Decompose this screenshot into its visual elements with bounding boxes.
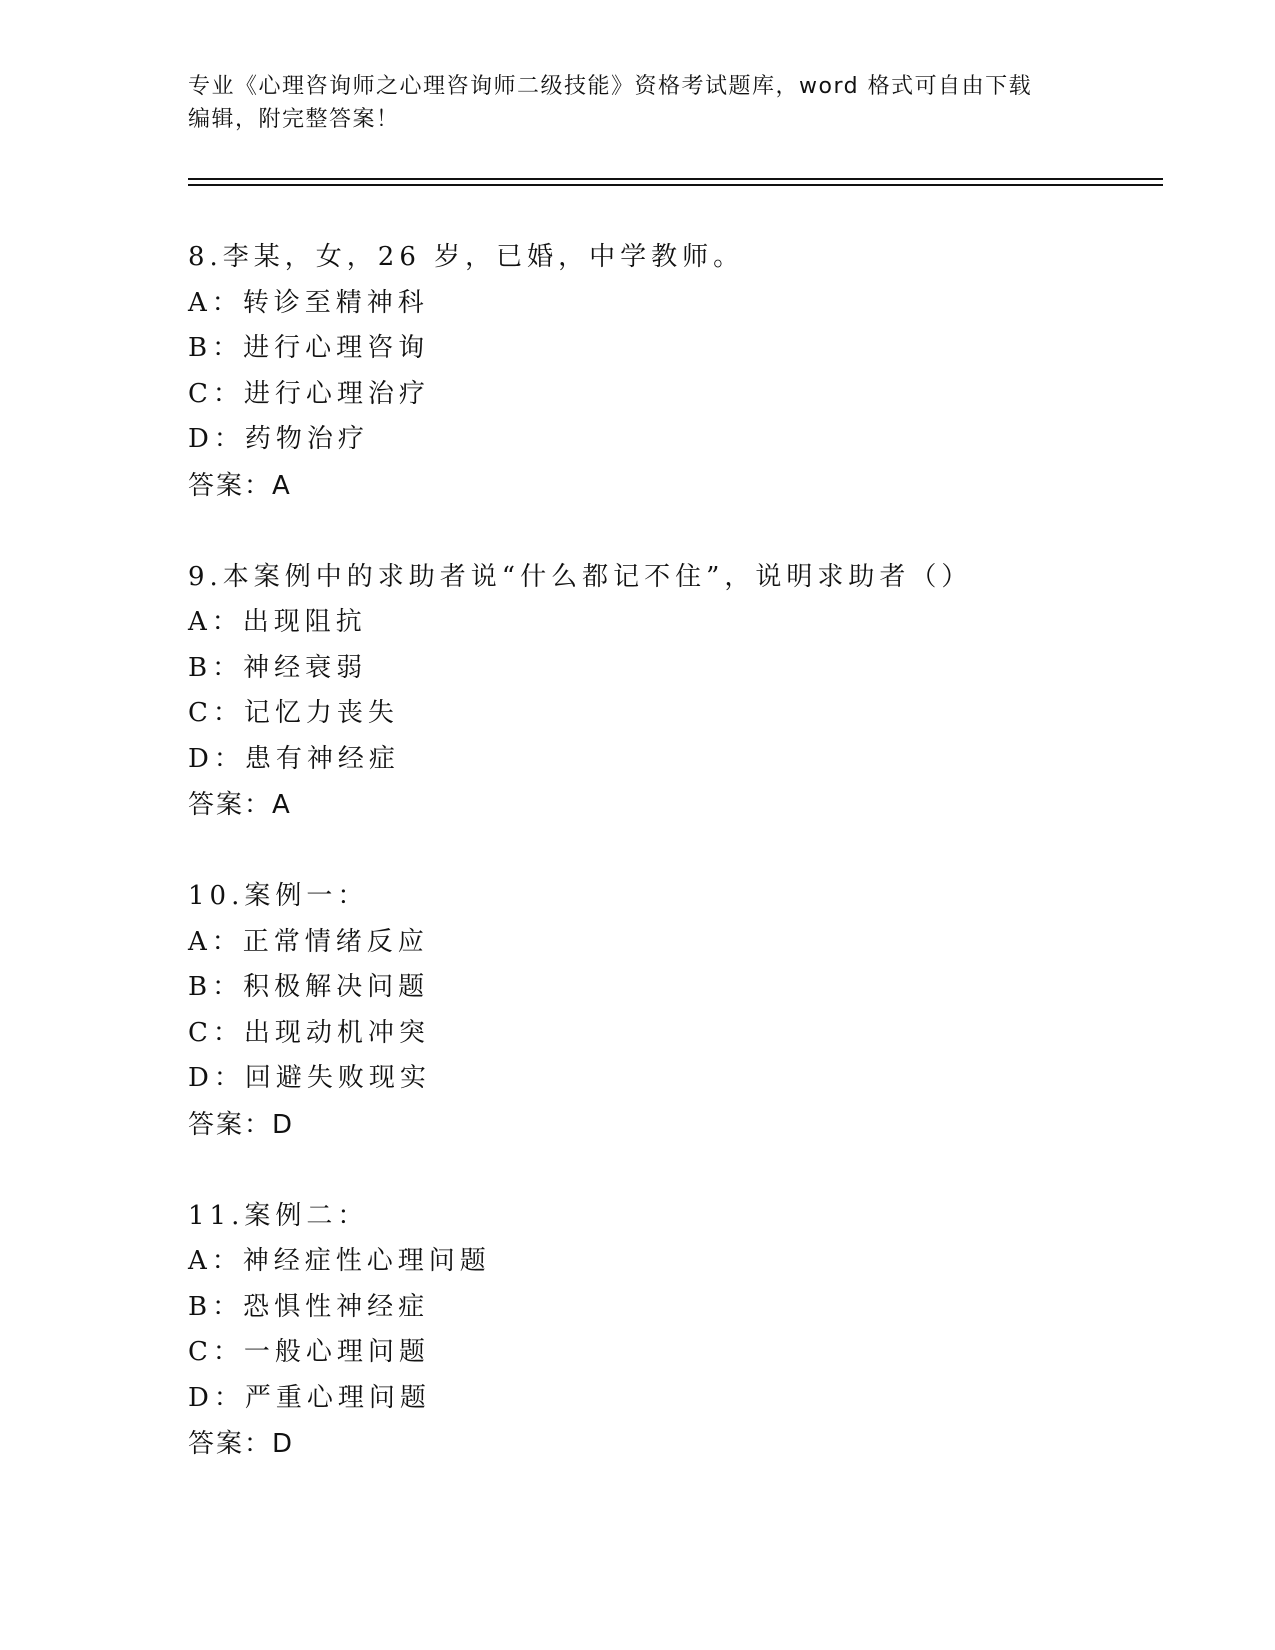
option-b: B：进行心理咨询	[188, 333, 430, 363]
answer-line: 答案：A	[188, 790, 292, 820]
question-stem: 8.李某，女，26 岁，已婚，中学教师。	[188, 242, 745, 272]
question-9	[188, 555, 1168, 829]
header-divider-top	[188, 178, 1163, 180]
option-a: A：神经症性心理问题	[188, 1246, 491, 1276]
header-divider-bottom	[188, 184, 1163, 186]
option-a: A：出现阻抗	[188, 607, 367, 637]
option-a: A：转诊至精神科	[188, 287, 429, 318]
document-header	[188, 70, 1088, 136]
option-d: D：回避失败现实	[188, 1063, 431, 1093]
question-stem: 10.案例一：	[188, 881, 369, 911]
question-11	[188, 1194, 1168, 1468]
question-stem: 9.本案例中的求助者说“什么都记不住”，说明求助者（）	[188, 561, 973, 592]
option-b: B：积极解决问题	[188, 972, 430, 1002]
answer-line: 答案：D	[188, 1109, 295, 1140]
option-d: D：患有神经症	[188, 743, 400, 774]
answer-line: 答案：A	[188, 470, 292, 501]
question-stem: 11.案例二：	[188, 1200, 369, 1231]
option-c: C：一般心理问题	[188, 1337, 430, 1367]
option-d: D：药物治疗	[188, 424, 369, 454]
option-b: B：恐惧性神经症	[188, 1291, 430, 1322]
option-a: A：正常情绪反应	[188, 926, 429, 957]
option-c: C：出现动机冲突	[188, 1017, 430, 1048]
question-8	[188, 235, 1168, 509]
question-10	[188, 874, 1168, 1148]
option-d: D：严重心理问题	[188, 1382, 431, 1413]
option-c: C：记忆力丧失	[188, 698, 399, 728]
option-c: C：进行心理治疗	[188, 378, 430, 409]
option-b: B：神经衰弱	[188, 652, 368, 683]
question-list	[188, 235, 1168, 1513]
answer-line: 答案：D	[188, 1429, 295, 1459]
header-line-1: 专业《心理咨询师之心理咨询师二级技能》资格考试题库，word 格式可自由下载	[188, 74, 1033, 99]
header-line-2: 编辑，附完整答案！	[188, 107, 400, 132]
